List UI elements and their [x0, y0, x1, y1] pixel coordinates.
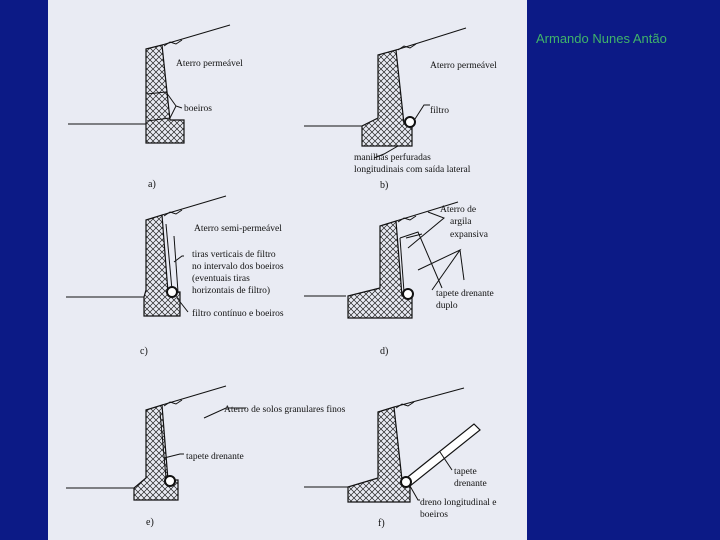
retaining-wall-drainage-figure	[48, 0, 527, 540]
caption-d: d)	[380, 346, 389, 357]
leader-arrow	[418, 250, 460, 290]
label-tapete-drenante-duplo: tapete drenante	[436, 289, 494, 299]
label-filtro: filtro	[430, 106, 449, 116]
caption-b: b)	[380, 180, 389, 191]
leader-line	[164, 454, 184, 458]
panel-c	[66, 196, 284, 357]
label-filtro-continuo: filtro contínuo e boeiros	[192, 309, 284, 319]
panel-a	[68, 25, 243, 190]
leader-line	[410, 486, 420, 500]
label-tiras-verticais: tiras verticais de filtro	[192, 250, 276, 260]
label-boeiros-f: boeiros	[420, 510, 448, 520]
label-aterro-semi-permeavel: Aterro semi-permeável	[194, 224, 282, 234]
label-aterro-permeavel-b: Aterro permeável	[430, 61, 497, 71]
label-manilhas: manilhas perfuradas	[354, 153, 431, 163]
label-tapete-drenante: tapete drenante	[186, 452, 244, 462]
author-credit: Armando Nunes Antão	[536, 31, 667, 46]
leader-line	[415, 105, 430, 119]
panel-d	[304, 202, 494, 357]
drain-pipe	[405, 117, 415, 127]
label-aterro-solos-granulares: Aterro de solos granulares finos	[224, 405, 346, 415]
label-eventuais-tiras: (eventuais tiras	[192, 274, 250, 284]
caption-e: e)	[146, 517, 154, 528]
backfill-slope	[394, 388, 464, 407]
panel-b	[304, 28, 497, 191]
vertical-filter-strip	[174, 236, 178, 292]
label-dreno-longitudinal: dreno longitudinal e	[420, 498, 497, 508]
label-horizontais: horizontais de filtro)	[192, 286, 271, 296]
panel-e	[66, 386, 346, 528]
caption-a: a)	[148, 179, 156, 190]
caption-c: c)	[140, 346, 148, 357]
wall-b	[362, 50, 412, 146]
label-boeiros: boeiros	[184, 104, 212, 114]
label-aterro-permeavel: Aterro permeável	[176, 59, 243, 69]
label-drenante: drenante	[454, 479, 487, 489]
label-expansiva: expansiva	[450, 230, 488, 240]
caption-f: f)	[378, 518, 385, 529]
double-drainage-blanket	[400, 232, 442, 288]
drain-pipe	[167, 287, 177, 297]
wall-f	[348, 407, 410, 502]
label-no-intervalo: no intervalo dos boeiros	[192, 262, 284, 272]
leader-arrow	[460, 250, 464, 280]
wall-c	[144, 215, 180, 316]
backfill-slope	[162, 25, 230, 45]
drain-pipe	[165, 476, 175, 486]
label-longitudinais: longitudinais com saída lateral	[354, 165, 471, 175]
label-argila: argila	[450, 217, 472, 227]
drain-pipe	[403, 289, 413, 299]
label-aterro-de: Aterro de	[440, 205, 477, 215]
leader-line	[170, 106, 176, 118]
figure-drawing	[48, 0, 527, 540]
label-duplo: duplo	[436, 301, 458, 311]
label-tapete: tapete	[454, 467, 477, 477]
drain-pipe	[401, 477, 411, 487]
